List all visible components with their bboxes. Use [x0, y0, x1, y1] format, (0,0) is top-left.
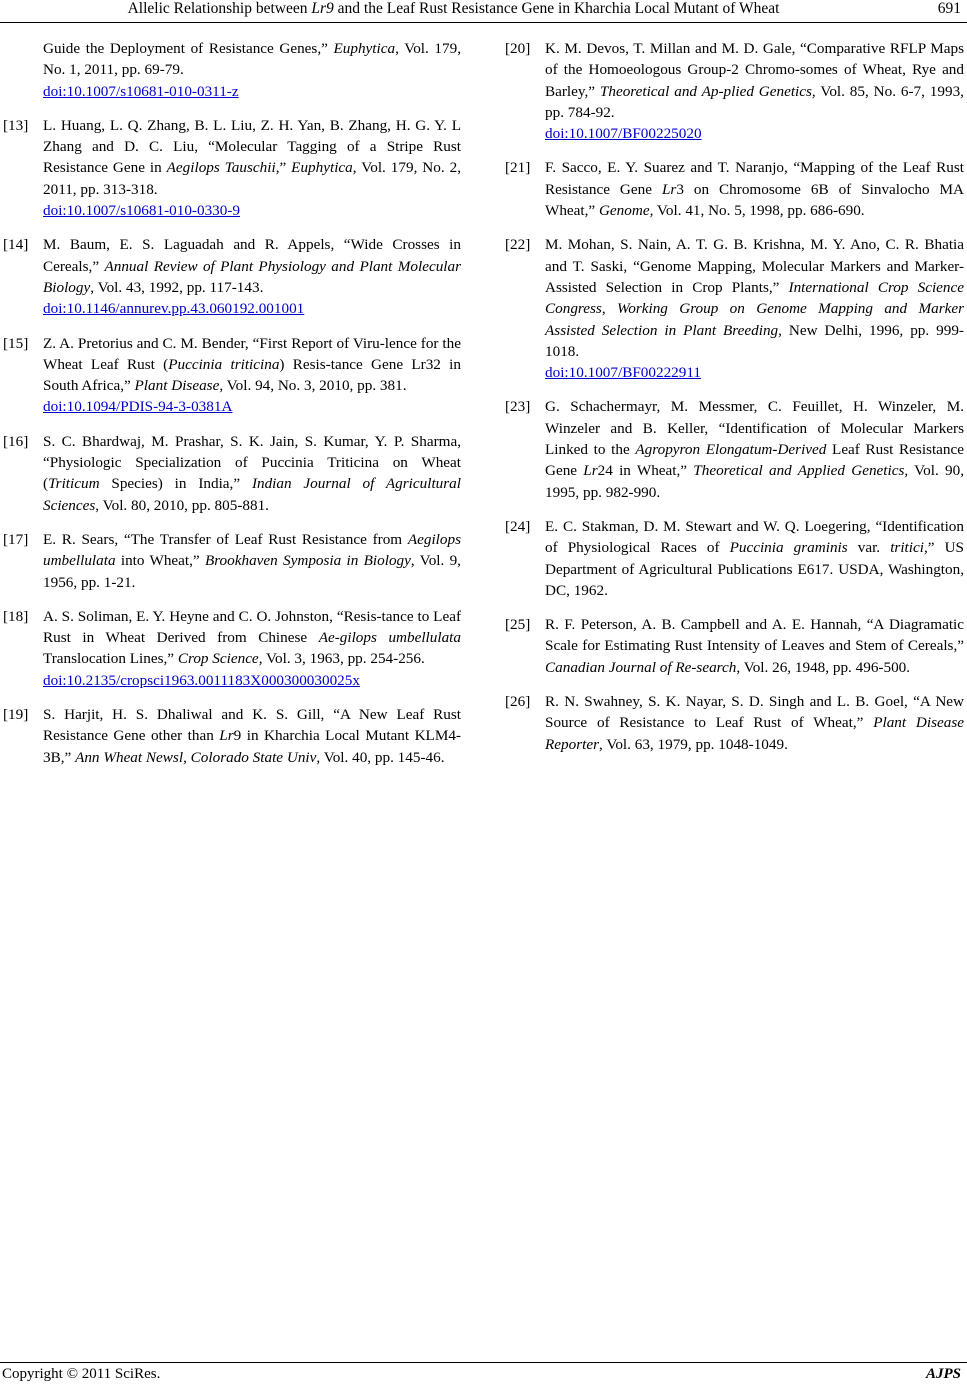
journal-abbreviation: AJPS — [925, 1366, 961, 1382]
reference-24: [24] E. C. Stakman, D. M. Stewart and W. Q. Loegering, “Identification of Physiological Races of Puccinia graminis var. tritici,” US Department of Agricultural Publications E617. USDA, Washington, DC, 1962. — [505, 517, 964, 599]
reference-26: [26] R. N. Swahney, S. K. Nayar, S. D. Singh and L. B. Goel, “A New Source of Resistance to Leaf Rust of Wheat,” Plant Disease Reporter, Vol. 63, 1979, pp. 1048-1049. — [505, 693, 964, 753]
copyright-notice: Copyright © 2011 SciRes. — [2, 1366, 161, 1382]
reference-16: [16] S. C. Bhardwaj, M. Prashar, S. K. Jain, S. Kumar, Y. P. Sharma, “Physiologic Specialization of Puccinia Triticina on Wheat (Triticum Species) in India,” Indian Journal of Agricultural Sciences, Vol. 80, 2010, pp. 805-881. — [3, 432, 461, 514]
left-column — [3, 38, 461, 781]
reference-number: [26] — [505, 693, 531, 711]
doi-link[interactable]: doi:10.1146/annurev.pp.43.060192.001001 — [43, 300, 305, 318]
reference-12-continued: Guide the Deployment of Resistance Genes,” Euphytica, Vol. 179, No. 1, 2011, pp. 69-79. doi:10.1007/s10681-010-0311-z — [3, 38, 461, 102]
reference-number: [14] — [3, 236, 29, 254]
reference-number: [23] — [505, 398, 531, 416]
reference-number: [24] — [505, 517, 531, 535]
reference-number: [22] — [505, 236, 531, 254]
doi-link[interactable]: doi:10.1007/BF00222911 — [545, 364, 701, 382]
doi-link[interactable]: doi:10.1007/s10681-010-0311-z — [43, 82, 239, 100]
reference-15: [15] Z. A. Pretorius and C. M. Bender, “First Report of Viru-lence for the Wheat Leaf Rust (Puccinia triticina) Resis-tance Gene Lr32 in South Africa,” Plant Disease, Vol. 94, No. 3, 2010, pp. 381. doi:10.1094/PDIS-94-3-0381A — [3, 333, 461, 418]
page-number: 691 — [937, 0, 961, 17]
running-title: Allelic Relationship between Lr9 and the Leaf Rust Resistance Gene in Kharchia Local Mutant of Wheat — [127, 0, 780, 17]
doi-link[interactable]: doi:10.1007/s10681-010-0330-9 — [43, 202, 241, 220]
reference-14: [14] M. Baum, E. S. Laguadah and R. Appels, “Wide Crosses in Cereals,” Annual Review of Plant Physiology and Plant Molecular Biology, Vol. 43, 1992, pp. 117-143. doi:10.1146/annurev.pp.43.060192.001001 — [3, 234, 461, 319]
reference-number: [20] — [505, 40, 531, 57]
reference-number: [25] — [505, 616, 531, 634]
reference-23: [23] G. Schachermayr, M. Messmer, C. Feuillet, H. Winzeler, M. Winzeler and B. Keller, “Identification of Molecular Markers Linked to the Agropyron Elongatum-Derived Leaf Rust Resistance Gene Lr24 in Wheat,” Theoretical and Applied Genetics, Vol. 90, 1995, pp. 982-990. — [505, 398, 964, 501]
reference-18: [18] A. S. Soliman, E. Y. Heyne and C. O. Johnston, “Resis-tance to Leaf Rust in Wheat Derived from Chinese Ae-gilops umbellulata Translocation Lines,” Crop Science, Vol. 3, 1963, pp. 254-256. doi:10.2135/cropsci1963.0011183X000300030025x — [3, 606, 461, 691]
reference-20: [20] K. M. Devos, T. Millan and M. D. Gale, “Comparative RFLP Maps of the Homoeologous Group-2 Chromo-somes of Wheat, Rye and Barley,” Theoretical and Ap-plied Genetics, Vol. 85, No. 6-7, 1993, pp. 784-92. doi:10.1007/BF00225020 — [505, 38, 964, 144]
reference-22: [22] M. Mohan, S. Nain, A. T. G. B. Krishna, M. Y. Ano, C. R. Bhatia and T. Saski, “Genome Mapping, Molecular Markers and Marker-Assisted Selection in Crop Plants,” International Crop Science Congress, Working Group on Genome Mapping and Marker Assisted Selection in Plant Breeding, New Delhi, 1996, pp. 999-1018. doi:10.1007/BF00222911 — [505, 234, 964, 383]
reference-25: [25] R. F. Peterson, A. B. Campbell and A. E. Hannah, “A Diagramatic Scale for Estimating Rust Intensity of Leaves and Stem of Cereals,” Canadian Journal of Re-search, Vol. 26, 1948, pp. 496-500. — [505, 616, 964, 676]
reference-number: [18] — [3, 607, 29, 625]
reference-number: [19] — [3, 706, 29, 724]
reference-21: [21] F. Sacco, E. Y. Suarez and T. Naranjo, “Mapping of the Leaf Rust Resistance Gene Lr3 on Chromosome 6B of Sinvalocho MA Wheat,” Genome, Vol. 41, No. 5, 1998, pp. 686-690. — [505, 159, 964, 220]
page-footer — [0, 1362, 967, 1387]
reference-number: [15] — [3, 334, 29, 352]
reference-number: [21] — [505, 159, 531, 177]
reference-13: [13] L. Huang, L. Q. Zhang, B. L. Liu, Z. H. Yan, B. Zhang, H. G. Y. L Zhang and D. C. Liu, “Molecular Tagging of a Stripe Rust Resistance Gene in Aegilops Tauschii,” Euphytica, Vol. 179, No. 2, 2011, pp. 313-318. doi:10.1007/s10681-010-0330-9 — [3, 115, 461, 221]
reference-number: [13] — [3, 116, 29, 134]
doi-link[interactable]: doi:10.2135/cropsci1963.0011183X000300030025x — [43, 671, 360, 689]
reference-19: [19] S. Harjit, H. S. Dhaliwal and K. S. Gill, “A New Leaf Rust Resistance Gene other than Lr9 in Kharchia Local Mutant KLM4-3B,” Ann Wheat Newsl, Colorado State Univ, Vol. 40, pp. 145-46. — [3, 706, 461, 766]
doi-link[interactable]: doi:10.1007/BF00225020 — [545, 125, 702, 143]
reference-17: [17] E. R. Sears, “The Transfer of Leaf Rust Resistance from Aegilops umbellulata into Wheat,” Brookhaven Symposia in Biology, Vol. 9, 1956, pp. 1-21. — [3, 530, 461, 591]
doi-link[interactable]: doi:10.1094/PDIS-94-3-0381A — [43, 398, 233, 416]
running-header — [0, 0, 967, 23]
reference-number: [17] — [3, 530, 29, 548]
reference-number: [16] — [3, 432, 29, 450]
right-column — [505, 38, 964, 768]
